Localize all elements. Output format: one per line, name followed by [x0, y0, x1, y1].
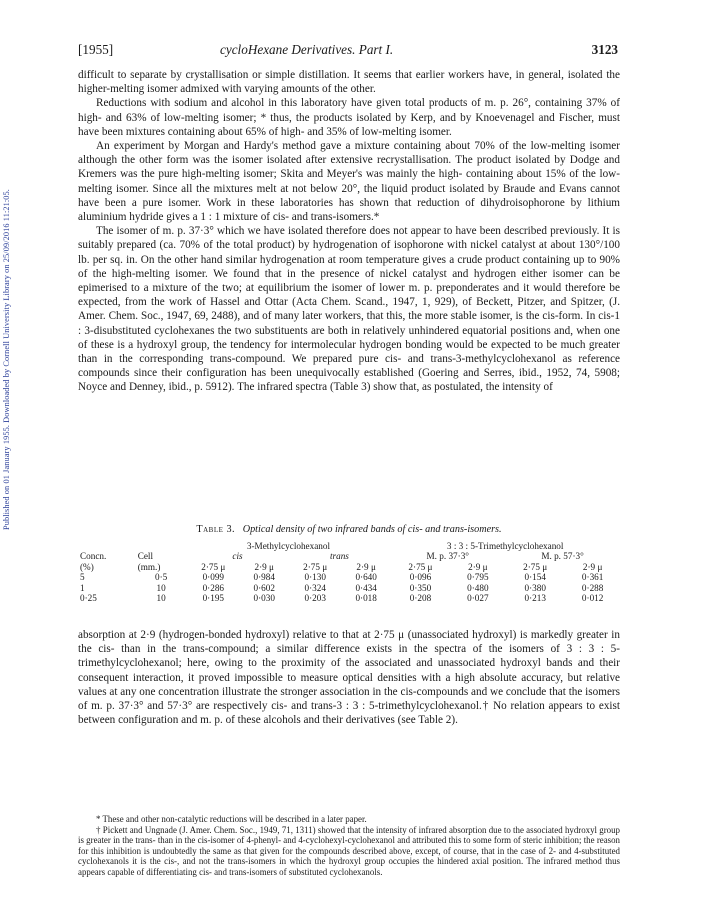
header-year: [1955] [78, 42, 114, 57]
data-table [78, 541, 620, 603]
footnotes [78, 814, 620, 878]
table-row [78, 583, 620, 593]
table-cell: 5 [80, 572, 85, 583]
paragraph: The isomer of m. p. 37·3° which we have isolated therefore does not appear to have been described previously. It is suitably prepared (ca. 70% of the total product) by hydrogenation of isophorone with nickel catalyst at about 130°/100 lb. per sq. in. On the other hand similar hydrogenation at room temperature gives a crude product containing up to 90% of the high-melting isomer. We found that in the presence of nickel catalyst and hydrogen either isomer can be epimerised to a mixture of the two; at equilibrium the isomer of lower m. p. preponderates and it would therefore be expected, from the work of Hassel and Ottar (Acta Chem. Scand., 1947, 1, 929), of Beckett, Pitzer, and Spitzer, (J. Amer. Chem. Soc., 1947, 69, 2488), and of many later workers, that this, the more stable isomer, is the cis-form. In cis-1 : 3-disubstituted cyclohexanes the two substituents are both in relatively unhindered equatorial positions and, when one of these is a hydroxyl group, the tendency for intermolecular hydrogen bonding would be expected to be much greater than in the corresponding trans-compound. We prepared pure cis- and trans-3-methylcyclohexanol as reference compounds since their configuration has been unequivocally established (Goering and Serres, ibid., 1952, 74, 5908; Noyce and Denney, ibid., p. 5912). The infrared spectra (Table 3) show that, as postulated, the intensity of [78, 225, 620, 394]
paragraph: absorption at 2·9 (hydrogen-bonded hydroxyl) relative to that at 2·75 μ (unassociated hydroxyl) is markedly greater in the cis- than in the trans-compound; a similar difference exists in the spectra of the isomers of 3 : 3 : 5-trimethylcyclohexanol; here, owing to the proximity of the associated and unassociated hydroxyl bands and their consequent interaction, it proved impossible to measure optical densities with a high absolute accuracy, but relative values at any one concentration illustrate the stronger association in the cis-compounds and we conclude that the isomers of m. p. 37·3° and 57·3° are respectively cis- and trans-3 : 3 : 5-trimethylcyclohexanol.† No relation appears to exist between configuration and m. p. of these alcohols and their derivatives (see Table 2). [78, 629, 620, 727]
table-cell: 0·195 [202, 593, 225, 604]
unit-label: (%) [80, 561, 94, 572]
table-cell: 0·203 [304, 593, 326, 604]
download-watermark: Published on 01 January 1955. Downloaded by Cornell University Library on 25/09/2016 11:21:05. [2, 189, 11, 531]
table-3 [78, 524, 620, 603]
table-cell: 0·027 [467, 593, 489, 604]
table-cell: 0·25 [80, 593, 97, 604]
table-cell: 1 [80, 582, 85, 593]
body-text-bottom [78, 628, 620, 727]
table-cell: 0·130 [304, 572, 326, 583]
paragraph: difficult to separate by crystallisation or simple distillation. It seems that earlier workers have, in general, isolated the higher-melting isomer admixed with varying amounts of the other. [78, 69, 620, 96]
table-cell: 0·324 [304, 582, 326, 593]
table-cell: 0·288 [581, 582, 604, 593]
table-cell: 0·380 [524, 582, 546, 593]
unit-label: (mm.) [137, 561, 161, 572]
body-text-top [78, 68, 620, 395]
table-cell: 0·018 [355, 593, 377, 604]
band-header: 2·9 μ [468, 561, 488, 572]
band-header: 2·75 μ [201, 561, 226, 572]
subgroup-header: cis [232, 551, 243, 562]
table-cell: 0·096 [409, 572, 432, 583]
band-header: 2·9 μ [582, 561, 603, 572]
table-cell: 0·361 [581, 572, 604, 583]
subgroup-header: M. p. 57·3° [541, 551, 584, 562]
paragraph: Reductions with sodium and alcohol in this laboratory have given total products of m. p. 26°, containing 37% of high- and 63% of low-melting isomer; * thus, the products isolated by Kerp, and by Knoevenagel and Fischer, must have been mixtures containing about 65% of high- and 35% of low-melting isomer. [78, 97, 620, 138]
table-cell: 0·984 [253, 572, 275, 583]
paragraph: An experiment by Morgan and Hardy's method gave a mixture containing about 70% of the low-melting isomer although the other form was the isomer isolated after extensive recrystallisation. The product isolated by Dodge and Kremers was the pure high-melting isomer; Skita and Meyer's was mainly the high- containing about 15% of the low-melting isomer. Since all the mixtures melt at not below 20°, the liquid product isolated by Braude and Evans cannot have been a pure isomer. Work in these laboratories has shown that reduction of dihydroisophorone by lithium aluminium hydride gives a 1 : 1 mixture of cis- and trans-isomers.* [78, 140, 620, 224]
table-cell: 0·154 [524, 572, 546, 583]
table-cell: 0·795 [467, 572, 489, 583]
header-title: cycloHexane Derivatives. Part I. [220, 42, 394, 57]
band-header: 2·9 μ [254, 561, 274, 572]
table-row [78, 572, 620, 582]
table-caption [78, 524, 620, 535]
group-header: 3 : 3 : 5-Trimethylcyclohexanol [446, 541, 564, 551]
band-header: 2·75 μ [523, 561, 548, 572]
page-number: 3123 [591, 42, 618, 57]
column-header: Cell [137, 551, 153, 562]
table-cell: 0·213 [524, 593, 546, 604]
subgroup-header: M. p. 37·3° [426, 551, 469, 562]
table-cell: 0·012 [581, 593, 604, 604]
band-header: 2·75 μ [408, 561, 433, 572]
table-cell: 0·602 [253, 582, 275, 593]
table-cell: 0·434 [355, 582, 377, 593]
table-cell: 0·099 [202, 572, 225, 583]
column-header: Concn. [80, 551, 107, 562]
table-cell: 0·350 [409, 582, 432, 593]
table-cell: 0·030 [253, 593, 275, 604]
subgroup-header: trans [329, 551, 349, 562]
table-cell: 10 [156, 582, 166, 593]
table-row [78, 593, 620, 603]
table-cell: 10 [156, 593, 166, 604]
band-header: 2·75 μ [303, 561, 328, 572]
table-cell: 0·208 [409, 593, 432, 604]
table-cell: 0·480 [467, 582, 489, 593]
footnote: † Pickett and Ungnade (J. Amer. Chem. Soc., 1949, 71, 1311) showed that the intensity of infrared absorption due to the associated hydroxyl group is greater in the trans- than in the cis-isomer of 4-phenyl- and 4-cyclohexyl-cyclohexanol and attributed this to some form of steric inhibition; the reason for this inhibition is undoubtedly the same as that given for the compounds described above, except, of course, that in the case of 2- and 4-substituted cyclohexanols it is the cis-, and not the trans-isomers in which the hydroxyl group occupies the hindered axial position. The infrared method thus appears capable of differentiating cis- and trans-isomers of substituted cyclohexanols. [78, 824, 620, 877]
group-header: 3-Methylcyclohexanol [246, 541, 331, 551]
band-header: 2·9 μ [356, 561, 376, 572]
footnote: * These and other non-catalytic reductions will be described in a later paper. [96, 814, 367, 824]
table-caption-text: Optical density of two infrared bands of cis- and trans-isomers. [242, 524, 502, 535]
table-label: Table 3. [196, 524, 236, 535]
table-cell: 0·640 [355, 572, 377, 583]
table-cell: 0·286 [202, 582, 225, 593]
table-cell: 0·5 [155, 572, 168, 583]
